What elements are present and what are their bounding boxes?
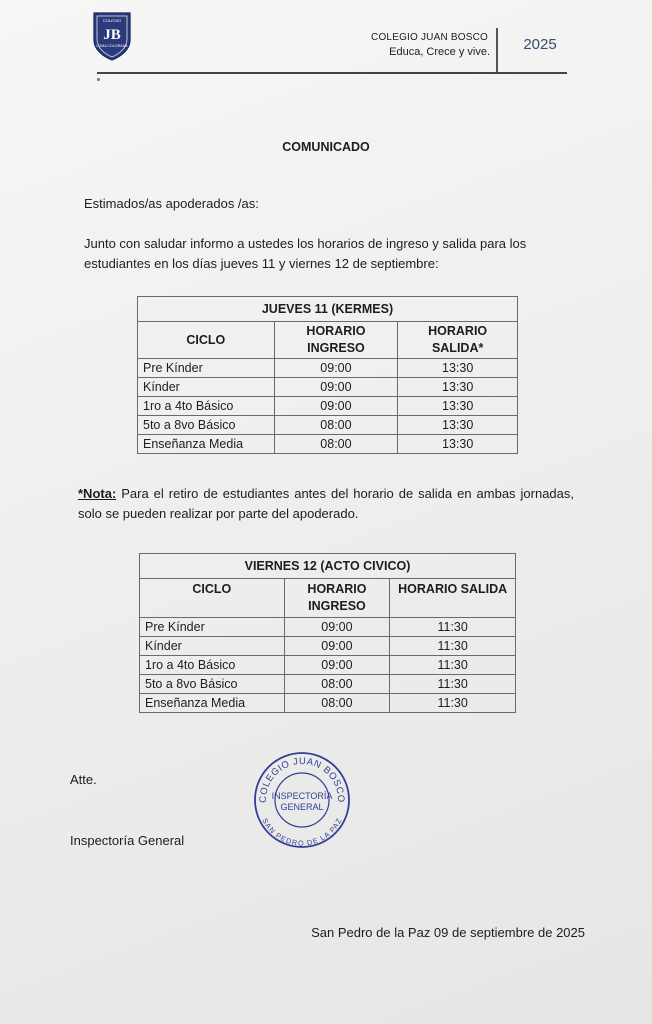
stamp-top-text: COLEGIO JUAN BOSCO — [257, 755, 347, 803]
svg-text:JB: JB — [103, 27, 121, 43]
col-header-salida — [398, 322, 518, 359]
table-caption: JUEVES 11 (KERMES) — [138, 297, 518, 322]
cell-ciclo: Enseñanza Media — [140, 694, 285, 713]
table-header-row — [140, 579, 516, 618]
school-logo — [90, 10, 134, 62]
table-row — [138, 359, 518, 378]
cell-ingreso: 09:00 — [274, 378, 398, 397]
school-name: COLEGIO JUAN BOSCO — [371, 32, 488, 43]
table-row — [138, 378, 518, 397]
cell-salida: 11:30 — [390, 637, 516, 656]
col-header-salida-line1: HORARIO — [428, 324, 488, 338]
table-caption: VIERNES 12 (ACTO CIVICO) — [140, 554, 516, 579]
place-and-date: San Pedro de la Paz 09 de septiembre de 2025 — [311, 925, 585, 940]
cell-ingreso: 09:00 — [284, 618, 390, 637]
closing-text: Atte. — [70, 772, 97, 787]
cell-ingreso: 08:00 — [284, 675, 390, 694]
cell-ingreso: 08:00 — [274, 416, 398, 435]
schedule-table-viernes — [139, 553, 516, 713]
table-row — [140, 656, 516, 675]
cell-salida: 13:30 — [398, 397, 518, 416]
cell-ciclo: Kínder — [140, 637, 285, 656]
cell-salida: 13:30 — [398, 359, 518, 378]
school-motto: Educa, Crece y vive. — [389, 46, 490, 58]
signer-name: Inspectoría General — [70, 833, 185, 848]
cell-ingreso: 08:00 — [284, 694, 390, 713]
table-row — [140, 694, 516, 713]
col-header-salida-line2: SALIDA* — [431, 341, 484, 355]
cell-salida: 13:30 — [398, 378, 518, 397]
stamp-center-line1: INSPECTORÍA — [271, 791, 333, 801]
cell-ciclo: 1ro a 4to Básico — [138, 397, 275, 416]
cell-ingreso: 09:00 — [274, 397, 398, 416]
svg-text:LOMA COLORADA: LOMA COLORADA — [96, 44, 128, 48]
document-title: COMUNICADO — [282, 140, 370, 154]
table-caption-row — [140, 554, 516, 579]
table-caption-row — [138, 297, 518, 322]
stamp-bottom-text: SAN PEDRO DE LA PAZ — [260, 816, 344, 848]
table-row — [138, 435, 518, 454]
cell-ciclo: Kínder — [138, 378, 275, 397]
header-year: 2025 — [523, 36, 557, 53]
svg-text:COLEGIO: COLEGIO — [102, 18, 122, 23]
col-header-ingreso-line1: HORARIO — [307, 582, 367, 596]
note-label: *Nota: — [78, 486, 117, 501]
note-paragraph — [78, 484, 574, 524]
cell-salida: 11:30 — [390, 656, 516, 675]
note-text: Para el retiro de estudiantes antes del horario de salida en ambas jornadas, solo se pueden realizar por parte del apoderado. — [78, 486, 574, 521]
header-rule — [97, 72, 567, 74]
table-row — [140, 637, 516, 656]
col-header-ingreso — [284, 579, 390, 618]
cell-ciclo: Enseñanza Media — [138, 435, 275, 454]
cell-ingreso: 09:00 — [284, 637, 390, 656]
cell-ciclo: Pre Kínder — [140, 618, 285, 637]
cell-ciclo: 5to a 8vo Básico — [140, 675, 285, 694]
col-header-ingreso-line1: HORARIO — [306, 324, 366, 338]
schedule-table-jueves — [137, 296, 518, 454]
col-header-ciclo: CICLO — [140, 579, 285, 618]
cell-ingreso: 09:00 — [274, 359, 398, 378]
col-header-ingreso-line2: INGRESO — [307, 341, 365, 355]
table-row — [138, 397, 518, 416]
cell-ciclo: 1ro a 4to Básico — [140, 656, 285, 675]
cell-salida: 11:30 — [390, 675, 516, 694]
intro-paragraph: Junto con saludar informo a ustedes los horarios de ingreso y salida para los estudiantes en los días jueves 11 y viernes 12 de septiembre: — [84, 236, 527, 271]
col-header-ingreso-line2: INGRESO — [308, 599, 366, 613]
header-divider-vertical — [496, 28, 498, 72]
col-header-ingreso — [274, 322, 398, 359]
cell-salida: 13:30 — [398, 416, 518, 435]
header-dot — [97, 78, 100, 81]
cell-salida: 11:30 — [390, 694, 516, 713]
cell-ingreso: 08:00 — [274, 435, 398, 454]
cell-ciclo: Pre Kínder — [138, 359, 275, 378]
stamp-center-line2: GENERAL — [280, 802, 324, 812]
inspectoria-stamp — [252, 750, 352, 850]
table-row — [140, 618, 516, 637]
greeting: Estimados/as apoderados /as: — [84, 196, 259, 211]
col-header-salida: HORARIO SALIDA — [390, 579, 516, 618]
cell-ingreso: 09:00 — [284, 656, 390, 675]
table-row — [140, 675, 516, 694]
table-header-row — [138, 322, 518, 359]
cell-salida: 13:30 — [398, 435, 518, 454]
col-header-ciclo: CICLO — [138, 322, 275, 359]
cell-salida: 11:30 — [390, 618, 516, 637]
table-row — [138, 416, 518, 435]
cell-ciclo: 5to a 8vo Básico — [138, 416, 275, 435]
